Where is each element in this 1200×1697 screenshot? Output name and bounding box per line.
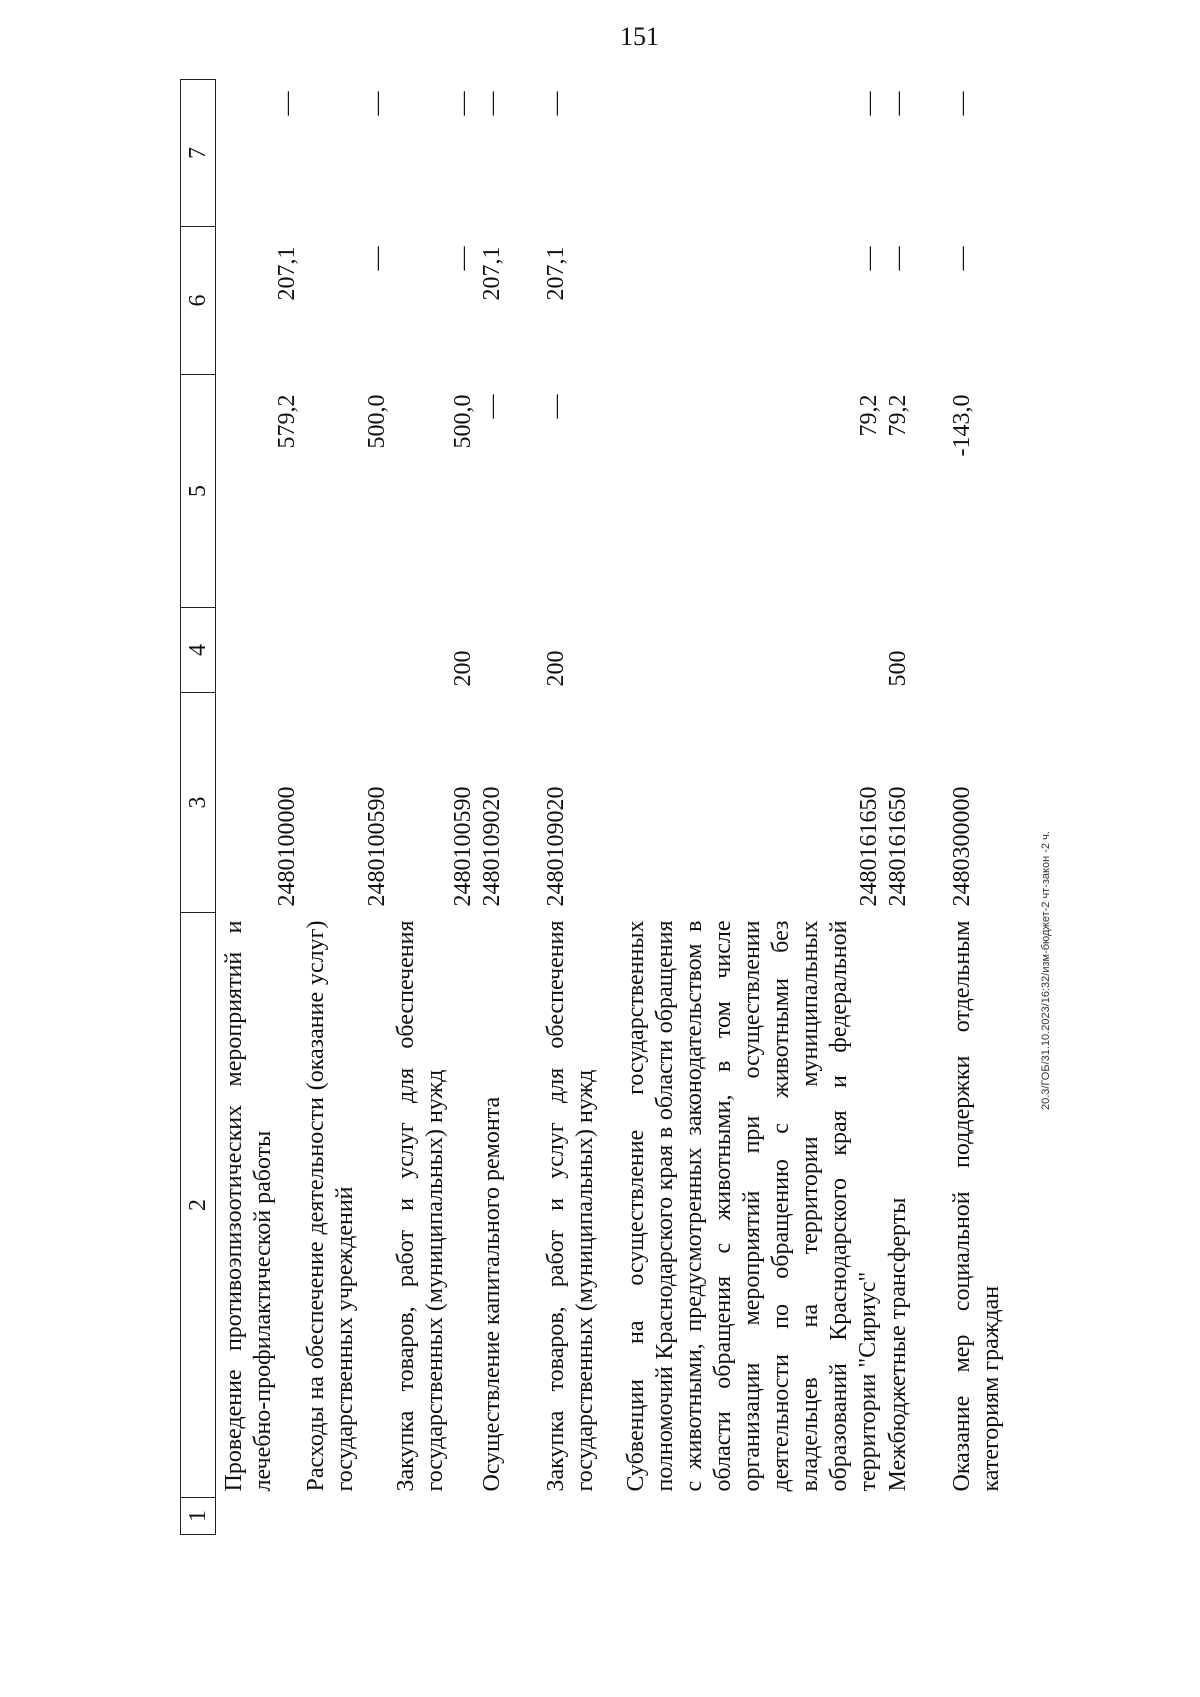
header-col-6: 6 — [181, 227, 216, 375]
row-code: 2480109020 — [542, 786, 569, 907]
row-code: 2480100000 — [273, 786, 300, 907]
row-value-5: 500,0 — [449, 394, 476, 449]
row-value-6: — — [948, 246, 975, 271]
table-row — [216, 80, 302, 1535]
row-value-6: — — [449, 246, 476, 271]
row-value-6: — — [884, 246, 911, 271]
cell-c1 — [392, 1498, 478, 1535]
header-col-3: 3 — [181, 693, 216, 913]
row-name: Межбюджетные трансферты — [884, 1197, 911, 1492]
row-type: 500 — [884, 650, 911, 687]
row-value-7: — — [478, 91, 505, 116]
row-name: Осуществление капитального ремонта — [478, 1096, 505, 1492]
row-value-7: — — [855, 91, 882, 116]
cell-c1 — [542, 1498, 622, 1535]
cell-c1 — [948, 1498, 1028, 1535]
table-row — [884, 80, 948, 1535]
row-value-6: 207,1 — [273, 246, 300, 301]
row-value-5: 79,2 — [884, 394, 911, 437]
header-col-2: 2 — [181, 913, 216, 1498]
row-code: 2480161650 — [884, 786, 911, 907]
row-value-7: — — [363, 91, 390, 116]
row-code: 2480109020 — [478, 786, 505, 907]
cell-c1 — [884, 1498, 948, 1535]
row-value-7: — — [542, 91, 569, 116]
row-value-6: — — [363, 246, 390, 271]
document-footer-code: 20.3/ГОБ/31.10.2023/16:32/изм-бюджет-2 чт-закон -2 ч. — [1040, 831, 1052, 1110]
row-code: 2480300000 — [948, 786, 975, 907]
row-type — [622, 608, 884, 693]
row-value-7: — — [884, 91, 911, 116]
budget-table-rotated — [180, 80, 1060, 1535]
row-value-7: — — [948, 91, 975, 116]
cell-c1 — [478, 1498, 542, 1535]
row-name: Оказание мер социальной поддержки отдельным категориям граждан — [948, 920, 1004, 1492]
row-code: 2480100590 — [449, 786, 476, 907]
row-value-5: 500,0 — [363, 394, 390, 449]
row-type: 200 — [449, 650, 476, 687]
row-type — [948, 608, 1028, 693]
row-name: Закупка товаров, работ и услуг для обеспечения государственных (муниципальных) нужд — [392, 920, 448, 1492]
row-value-5: -143,0 — [948, 394, 975, 457]
row-name: Закупка товаров, работ и услуг для обеспечения государственных (муниципальных) нужд — [542, 920, 598, 1492]
row-value-5: — — [542, 394, 569, 419]
row-value-6: — — [855, 246, 882, 271]
table-row — [392, 80, 478, 1535]
table-row — [948, 80, 1028, 1535]
row-code: 2480100590 — [363, 786, 390, 907]
row-type — [302, 608, 392, 693]
row-name: Субвенции на осуществление государственных полномочий Краснодарского края в области обращения с животными, предусмотренных законодательством в области обращения с животными, в том числе организации мероприятий при осуществлении деятельности по обращению с животными без владельцев на территории муниципальных образований Краснодарского края и федеральной территории "Сириус" — [622, 920, 881, 1492]
row-value-5: — — [478, 394, 505, 419]
table-row — [302, 80, 392, 1535]
row-type — [216, 608, 302, 693]
row-code: 2480161650 — [855, 786, 882, 907]
row-value-6: 207,1 — [478, 246, 505, 301]
row-name: Расходы на обеспечение деятельности (оказание услуг) государственных учреждений — [302, 920, 358, 1492]
table-header-row — [181, 80, 216, 1535]
row-value-6: 207,1 — [542, 246, 569, 301]
cell-c1 — [216, 1498, 302, 1535]
row-value-5: 79,2 — [855, 394, 882, 437]
header-col-1: 1 — [181, 1498, 216, 1535]
header-col-5: 5 — [181, 375, 216, 608]
cell-c1 — [302, 1498, 392, 1535]
row-type: 200 — [542, 650, 569, 687]
cell-c1 — [622, 1498, 884, 1535]
row-value-5: 579,2 — [273, 394, 300, 449]
row-type — [478, 608, 542, 693]
table-row — [478, 80, 542, 1535]
table-row — [542, 80, 622, 1535]
page-number: 151 — [620, 22, 659, 51]
budget-table — [180, 79, 1028, 1535]
header-col-4: 4 — [181, 608, 216, 693]
table-row — [622, 80, 884, 1535]
row-name: Проведение противоэпизоотических мероприятий и лечебно-профилактической работы — [221, 920, 276, 1492]
row-value-7: — — [449, 91, 476, 116]
row-value-7: — — [273, 91, 300, 116]
header-col-7: 7 — [181, 80, 216, 227]
